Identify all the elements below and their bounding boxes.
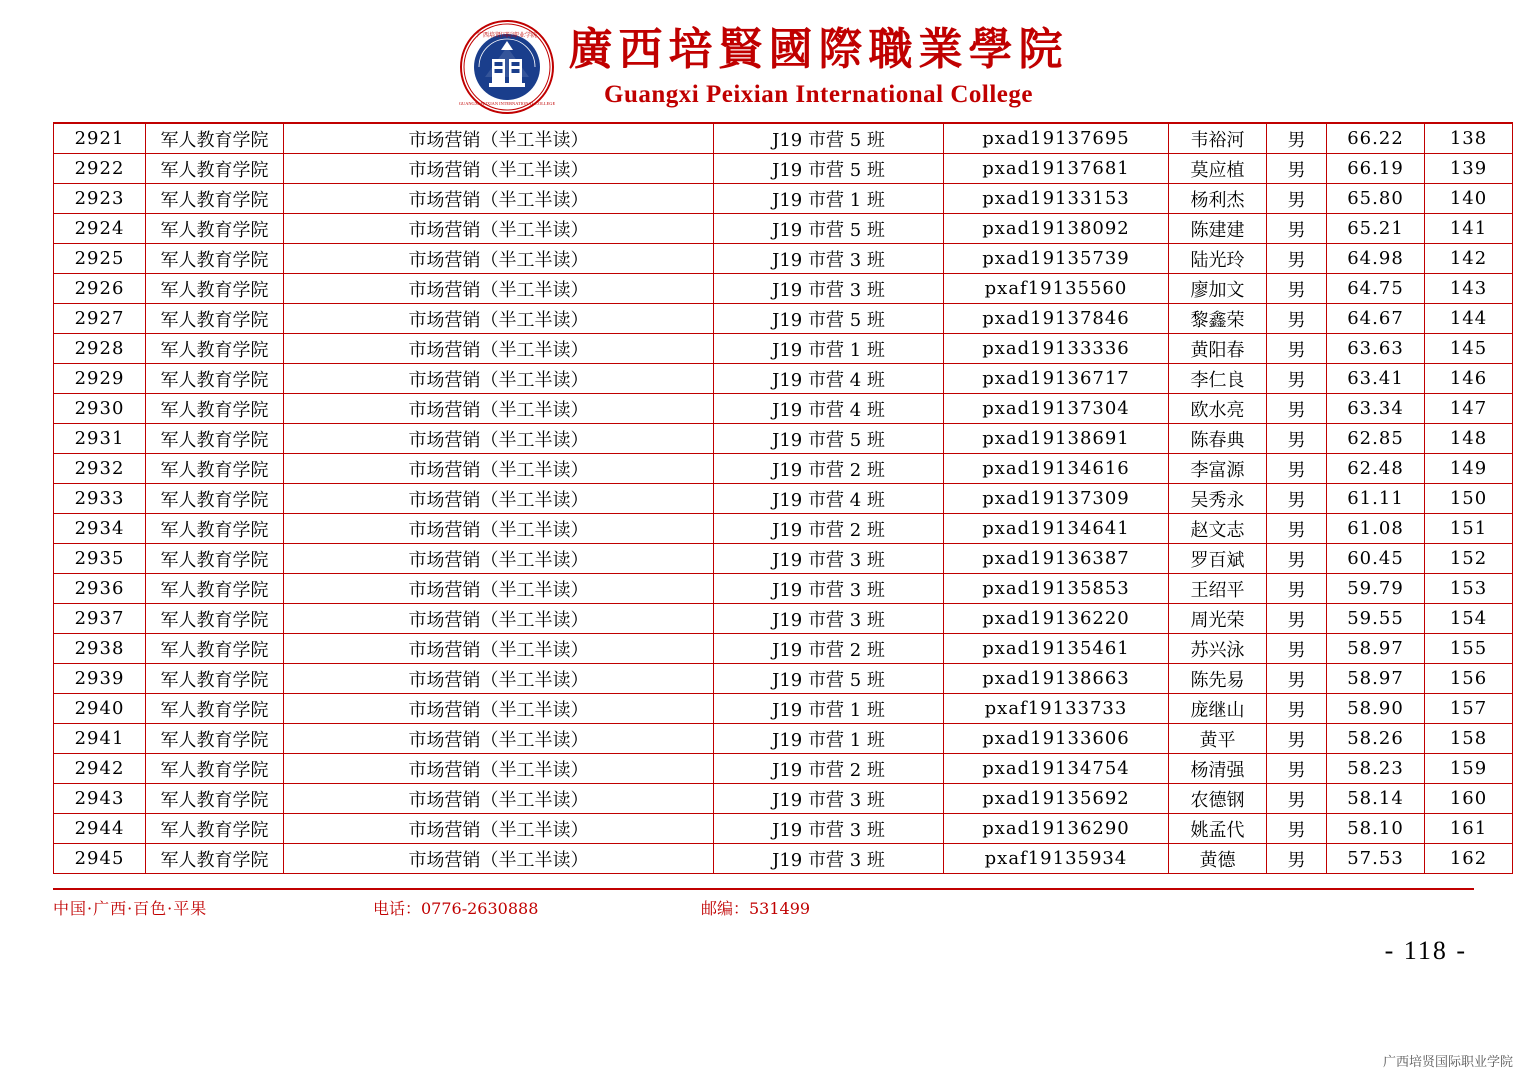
cell-major: 市场营销（半工半读） [284, 184, 714, 214]
cell-college: 军人教育学院 [146, 724, 284, 754]
cell-serial-no: 2931 [54, 424, 146, 454]
cell-serial-no: 2933 [54, 484, 146, 514]
school-name-cn: 廣西培賢國際職業學院 [568, 23, 1069, 75]
cell-college: 军人教育学院 [146, 634, 284, 664]
cell-gender: 男 [1267, 844, 1327, 874]
cell-student-name: 农德钢 [1169, 784, 1267, 814]
cell-college: 军人教育学院 [146, 424, 284, 454]
cell-major: 市场营销（半工半读） [284, 424, 714, 454]
cell-college: 军人教育学院 [146, 394, 284, 424]
cell-score: 60.45 [1327, 544, 1425, 574]
cell-class: J19 市营 2 班 [714, 634, 944, 664]
cell-major: 市场营销（半工半读） [284, 394, 714, 424]
cell-rank: 138 [1425, 123, 1513, 154]
cell-college: 军人教育学院 [146, 574, 284, 604]
cell-gender: 男 [1267, 484, 1327, 514]
cell-score: 65.21 [1327, 214, 1425, 244]
cell-class: J19 市营 1 班 [714, 724, 944, 754]
cell-score: 57.53 [1327, 844, 1425, 874]
document-header [0, 0, 1527, 110]
footer-address: 中国·广西·百色·平果 [53, 899, 208, 918]
cell-major: 市场营销（半工半读） [284, 544, 714, 574]
cell-rank: 153 [1425, 574, 1513, 604]
cell-score: 62.85 [1327, 424, 1425, 454]
cell-student-id: pxad19137681 [944, 154, 1169, 184]
cell-score: 61.08 [1327, 514, 1425, 544]
cell-major: 市场营销（半工半读） [284, 784, 714, 814]
cell-student-name: 黎鑫荣 [1169, 304, 1267, 334]
cell-student-id: pxad19136290 [944, 814, 1169, 844]
cell-gender: 男 [1267, 214, 1327, 244]
cell-student-id: pxad19138663 [944, 664, 1169, 694]
table-row [54, 274, 1513, 304]
cell-serial-no: 2929 [54, 364, 146, 394]
cell-rank: 139 [1425, 154, 1513, 184]
cell-major: 市场营销（半工半读） [284, 694, 714, 724]
cell-score: 58.26 [1327, 724, 1425, 754]
cell-serial-no: 2934 [54, 514, 146, 544]
cell-class: J19 市营 2 班 [714, 454, 944, 484]
cell-student-name: 杨清强 [1169, 754, 1267, 784]
cell-class: J19 市营 5 班 [714, 664, 944, 694]
watermark-label: 广西培贤国际职业学院 [1382, 1055, 1513, 1070]
table-row [54, 244, 1513, 274]
cell-student-id: pxaf19135934 [944, 844, 1169, 874]
table-row [54, 214, 1513, 244]
table-row [54, 544, 1513, 574]
cell-student-id: pxad19135853 [944, 574, 1169, 604]
cell-serial-no: 2941 [54, 724, 146, 754]
table-row [54, 424, 1513, 454]
cell-rank: 150 [1425, 484, 1513, 514]
cell-college: 军人教育学院 [146, 484, 284, 514]
cell-student-id: pxad19137695 [944, 123, 1169, 154]
school-crest-icon [459, 19, 555, 115]
cell-student-id: pxad19134641 [944, 514, 1169, 544]
table-row [54, 604, 1513, 634]
cell-serial-no: 2940 [54, 694, 146, 724]
table-row [54, 574, 1513, 604]
cell-student-name: 欧水亮 [1169, 394, 1267, 424]
cell-score: 58.90 [1327, 694, 1425, 724]
page-number: - 118 - [1384, 936, 1467, 965]
cell-student-name: 周光荣 [1169, 604, 1267, 634]
table-row [54, 123, 1513, 154]
grades-table [53, 122, 1513, 874]
cell-gender: 男 [1267, 123, 1327, 154]
cell-gender: 男 [1267, 274, 1327, 304]
table-row [54, 364, 1513, 394]
cell-class: J19 市营 5 班 [714, 214, 944, 244]
cell-gender: 男 [1267, 244, 1327, 274]
cell-major: 市场营销（半工半读） [284, 304, 714, 334]
cell-score: 66.19 [1327, 154, 1425, 184]
cell-student-id: pxaf19135560 [944, 274, 1169, 304]
cell-rank: 140 [1425, 184, 1513, 214]
cell-major: 市场营销（半工半读） [284, 454, 714, 484]
cell-major: 市场营销（半工半读） [284, 244, 714, 274]
cell-score: 58.97 [1327, 634, 1425, 664]
cell-student-name: 王绍平 [1169, 574, 1267, 604]
cell-gender: 男 [1267, 604, 1327, 634]
table-row [54, 844, 1513, 874]
cell-class: J19 市营 1 班 [714, 184, 944, 214]
cell-gender: 男 [1267, 454, 1327, 484]
cell-student-name: 莫应植 [1169, 154, 1267, 184]
cell-rank: 142 [1425, 244, 1513, 274]
cell-major: 市场营销（半工半读） [284, 844, 714, 874]
table-row [54, 484, 1513, 514]
cell-serial-no: 2943 [54, 784, 146, 814]
cell-serial-no: 2930 [54, 394, 146, 424]
cell-class: J19 市营 1 班 [714, 694, 944, 724]
cell-student-name: 赵文志 [1169, 514, 1267, 544]
cell-gender: 男 [1267, 694, 1327, 724]
cell-rank: 141 [1425, 214, 1513, 244]
cell-major: 市场营销（半工半读） [284, 754, 714, 784]
cell-score: 65.80 [1327, 184, 1425, 214]
cell-class: J19 市营 3 班 [714, 274, 944, 304]
cell-gender: 男 [1267, 334, 1327, 364]
cell-rank: 146 [1425, 364, 1513, 394]
cell-score: 58.14 [1327, 784, 1425, 814]
cell-rank: 158 [1425, 724, 1513, 754]
cell-major: 市场营销（半工半读） [284, 484, 714, 514]
cell-student-id: pxad19135739 [944, 244, 1169, 274]
footer-postcode: 邮编：531499 [701, 899, 811, 918]
cell-major: 市场营销（半工半读） [284, 123, 714, 154]
cell-major: 市场营销（半工半读） [284, 814, 714, 844]
cell-college: 军人教育学院 [146, 184, 284, 214]
cell-class: J19 市营 4 班 [714, 484, 944, 514]
cell-student-id: pxad19136387 [944, 544, 1169, 574]
cell-class: J19 市营 4 班 [714, 364, 944, 394]
cell-gender: 男 [1267, 664, 1327, 694]
cell-student-name: 姚孟代 [1169, 814, 1267, 844]
cell-student-id: pxad19134616 [944, 454, 1169, 484]
cell-rank: 144 [1425, 304, 1513, 334]
cell-student-name: 陆光玲 [1169, 244, 1267, 274]
cell-score: 61.11 [1327, 484, 1425, 514]
cell-serial-no: 2928 [54, 334, 146, 364]
cell-major: 市场营销（半工半读） [284, 364, 714, 394]
cell-class: J19 市营 4 班 [714, 394, 944, 424]
cell-class: J19 市营 5 班 [714, 123, 944, 154]
table-row [54, 304, 1513, 334]
cell-major: 市场营销（半工半读） [284, 274, 714, 304]
cell-class: J19 市营 3 班 [714, 784, 944, 814]
table-row [54, 724, 1513, 754]
cell-score: 63.63 [1327, 334, 1425, 364]
cell-gender: 男 [1267, 364, 1327, 394]
cell-score: 59.79 [1327, 574, 1425, 604]
cell-rank: 161 [1425, 814, 1513, 844]
cell-student-id: pxad19136717 [944, 364, 1169, 394]
cell-student-name: 李富源 [1169, 454, 1267, 484]
cell-class: J19 市营 5 班 [714, 424, 944, 454]
cell-class: J19 市营 2 班 [714, 754, 944, 784]
cell-class: J19 市营 3 班 [714, 844, 944, 874]
cell-student-id: pxad19137846 [944, 304, 1169, 334]
cell-college: 军人教育学院 [146, 334, 284, 364]
footer-phone: 电话：0776-2630888 [373, 899, 539, 918]
cell-serial-no: 2932 [54, 454, 146, 484]
cell-major: 市场营销（半工半读） [284, 334, 714, 364]
cell-score: 66.22 [1327, 123, 1425, 154]
cell-student-id: pxad19134754 [944, 754, 1169, 784]
cell-student-name: 黄阳春 [1169, 334, 1267, 364]
cell-major: 市场营销（半工半读） [284, 604, 714, 634]
cell-rank: 148 [1425, 424, 1513, 454]
cell-rank: 152 [1425, 544, 1513, 574]
cell-rank: 159 [1425, 754, 1513, 784]
cell-student-name: 黄德 [1169, 844, 1267, 874]
cell-gender: 男 [1267, 634, 1327, 664]
cell-rank: 149 [1425, 454, 1513, 484]
cell-college: 军人教育学院 [146, 844, 284, 874]
cell-student-id: pxad19137304 [944, 394, 1169, 424]
cell-college: 军人教育学院 [146, 784, 284, 814]
cell-class: J19 市营 2 班 [714, 514, 944, 544]
cell-major: 市场营销（半工半读） [284, 154, 714, 184]
cell-college: 军人教育学院 [146, 274, 284, 304]
table-row [54, 814, 1513, 844]
cell-rank: 160 [1425, 784, 1513, 814]
cell-score: 62.48 [1327, 454, 1425, 484]
cell-rank: 156 [1425, 664, 1513, 694]
cell-student-name: 罗百斌 [1169, 544, 1267, 574]
cell-student-name: 黄平 [1169, 724, 1267, 754]
cell-major: 市场营销（半工半读） [284, 574, 714, 604]
cell-student-name: 陈先易 [1169, 664, 1267, 694]
cell-serial-no: 2937 [54, 604, 146, 634]
cell-student-name: 吴秀永 [1169, 484, 1267, 514]
cell-serial-no: 2936 [54, 574, 146, 604]
cell-class: J19 市营 1 班 [714, 334, 944, 364]
cell-student-id: pxad19135692 [944, 784, 1169, 814]
cell-college: 军人教育学院 [146, 123, 284, 154]
cell-class: J19 市营 3 班 [714, 244, 944, 274]
cell-score: 63.34 [1327, 394, 1425, 424]
cell-college: 军人教育学院 [146, 544, 284, 574]
cell-college: 军人教育学院 [146, 754, 284, 784]
cell-score: 64.67 [1327, 304, 1425, 334]
cell-student-name: 廖加文 [1169, 274, 1267, 304]
cell-gender: 男 [1267, 394, 1327, 424]
cell-score: 58.23 [1327, 754, 1425, 784]
cell-gender: 男 [1267, 544, 1327, 574]
cell-student-id: pxad19133153 [944, 184, 1169, 214]
cell-gender: 男 [1267, 154, 1327, 184]
cell-class: J19 市营 3 班 [714, 604, 944, 634]
table-row [54, 454, 1513, 484]
table-row [54, 334, 1513, 364]
cell-student-id: pxaf19133733 [944, 694, 1169, 724]
cell-major: 市场营销（半工半读） [284, 664, 714, 694]
svg-text:GUANGXI PEIXIAN INTERNATIONAL: GUANGXI PEIXIAN INTERNATIONAL COLLEGE [458, 101, 555, 106]
cell-rank: 145 [1425, 334, 1513, 364]
cell-college: 军人教育学院 [146, 664, 284, 694]
cell-gender: 男 [1267, 184, 1327, 214]
cell-gender: 男 [1267, 424, 1327, 454]
table-row [54, 184, 1513, 214]
table-row [54, 664, 1513, 694]
cell-gender: 男 [1267, 814, 1327, 844]
cell-rank: 157 [1425, 694, 1513, 724]
document-footer [53, 888, 1474, 922]
cell-college: 军人教育学院 [146, 214, 284, 244]
cell-student-id: pxad19136220 [944, 604, 1169, 634]
table-row [54, 394, 1513, 424]
cell-college: 军人教育学院 [146, 364, 284, 394]
cell-class: J19 市营 5 班 [714, 154, 944, 184]
cell-rank: 147 [1425, 394, 1513, 424]
cell-serial-no: 2938 [54, 634, 146, 664]
cell-student-name: 庞继山 [1169, 694, 1267, 724]
svg-text:广西培贤国际职业学院: 广西培贤国际职业学院 [476, 32, 537, 39]
cell-student-name: 苏兴泳 [1169, 634, 1267, 664]
cell-gender: 男 [1267, 304, 1327, 334]
table-row [54, 784, 1513, 814]
cell-score: 58.10 [1327, 814, 1425, 844]
cell-rank: 151 [1425, 514, 1513, 544]
cell-score: 64.98 [1327, 244, 1425, 274]
cell-student-name: 李仁良 [1169, 364, 1267, 394]
cell-class: J19 市营 5 班 [714, 304, 944, 334]
cell-college: 军人教育学院 [146, 814, 284, 844]
cell-student-name: 陈建建 [1169, 214, 1267, 244]
cell-rank: 155 [1425, 634, 1513, 664]
cell-gender: 男 [1267, 574, 1327, 604]
cell-serial-no: 2942 [54, 754, 146, 784]
cell-score: 58.97 [1327, 664, 1425, 694]
cell-college: 军人教育学院 [146, 694, 284, 724]
cell-serial-no: 2927 [54, 304, 146, 334]
cell-student-id: pxad19138092 [944, 214, 1169, 244]
cell-major: 市场营销（半工半读） [284, 214, 714, 244]
cell-gender: 男 [1267, 754, 1327, 784]
table-row [54, 634, 1513, 664]
cell-serial-no: 2923 [54, 184, 146, 214]
cell-college: 军人教育学院 [146, 244, 284, 274]
cell-student-name: 韦裕河 [1169, 123, 1267, 154]
cell-student-id: pxad19135461 [944, 634, 1169, 664]
cell-college: 军人教育学院 [146, 514, 284, 544]
cell-student-id: pxad19133606 [944, 724, 1169, 754]
cell-rank: 143 [1425, 274, 1513, 304]
cell-serial-no: 2926 [54, 274, 146, 304]
cell-score: 63.41 [1327, 364, 1425, 394]
cell-serial-no: 2944 [54, 814, 146, 844]
cell-serial-no: 2922 [54, 154, 146, 184]
school-name-en: Guangxi Peixian International College [604, 80, 1033, 108]
cell-college: 军人教育学院 [146, 154, 284, 184]
cell-college: 军人教育学院 [146, 604, 284, 634]
cell-score: 64.75 [1327, 274, 1425, 304]
grades-table-container [53, 122, 1488, 874]
cell-student-name: 杨利杰 [1169, 184, 1267, 214]
cell-class: J19 市营 3 班 [714, 544, 944, 574]
cell-gender: 男 [1267, 784, 1327, 814]
cell-rank: 154 [1425, 604, 1513, 634]
cell-serial-no: 2939 [54, 664, 146, 694]
cell-student-id: pxad19138691 [944, 424, 1169, 454]
cell-class: J19 市营 3 班 [714, 814, 944, 844]
cell-student-id: pxad19133336 [944, 334, 1169, 364]
cell-gender: 男 [1267, 514, 1327, 544]
cell-class: J19 市营 3 班 [714, 574, 944, 604]
cell-serial-no: 2945 [54, 844, 146, 874]
cell-college: 军人教育学院 [146, 304, 284, 334]
cell-student-id: pxad19137309 [944, 484, 1169, 514]
cell-score: 59.55 [1327, 604, 1425, 634]
cell-serial-no: 2935 [54, 544, 146, 574]
cell-student-name: 陈春典 [1169, 424, 1267, 454]
table-row [54, 694, 1513, 724]
cell-major: 市场营销（半工半读） [284, 724, 714, 754]
cell-college: 军人教育学院 [146, 454, 284, 484]
cell-rank: 162 [1425, 844, 1513, 874]
cell-gender: 男 [1267, 724, 1327, 754]
table-row [54, 514, 1513, 544]
cell-serial-no: 2921 [54, 123, 146, 154]
table-row [54, 754, 1513, 784]
table-row [54, 154, 1513, 184]
cell-major: 市场营销（半工半读） [284, 634, 714, 664]
cell-serial-no: 2924 [54, 214, 146, 244]
cell-serial-no: 2925 [54, 244, 146, 274]
cell-major: 市场营销（半工半读） [284, 514, 714, 544]
